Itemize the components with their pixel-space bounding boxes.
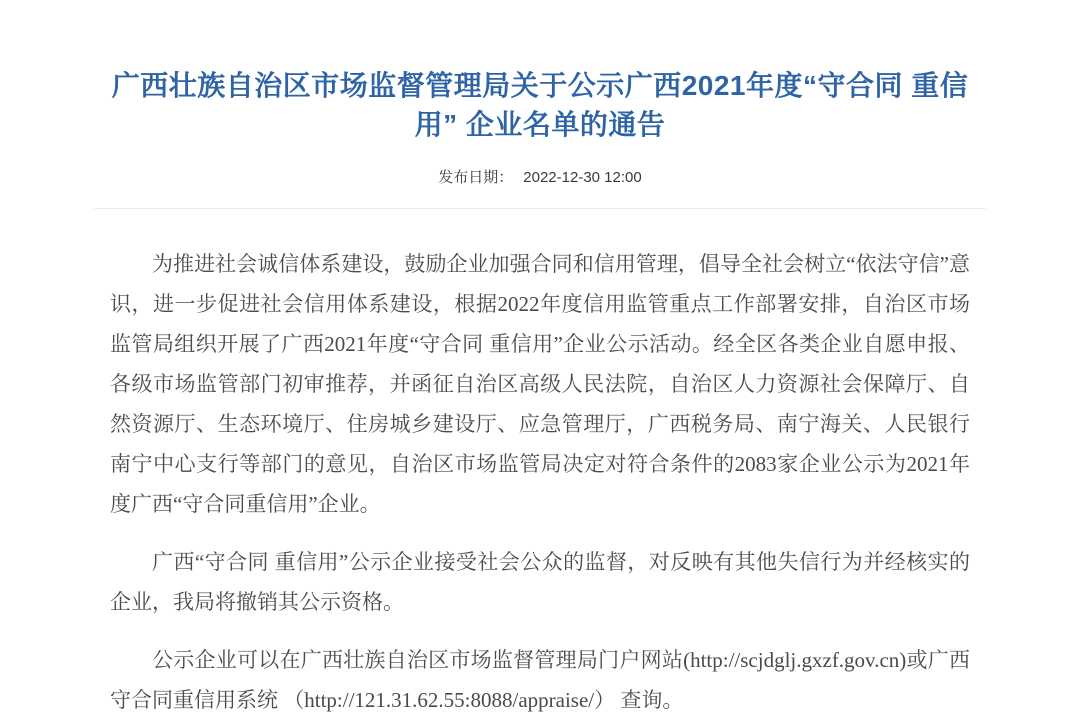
body-paragraph: 公示企业可以在广西壮族自治区市场监督管理局门户网站(http://scjdglj.gxzf.gov.cn)或广西守合同重信用系统 （http://121.31.62.55:8088/appraise/） 查询。 bbox=[110, 648, 970, 712]
header-divider bbox=[94, 208, 986, 209]
body-paragraph: 广西“守合同 重信用”公示企业接受社会公众的监督，对反映有其他失信行为并经核实的企业，我局将撤销其公示资格。 bbox=[110, 550, 970, 614]
document-container bbox=[94, 0, 986, 720]
page-title: 广西壮族自治区市场监督管理局关于公示广西2021年度“守合同 重信用” 企业名单的通告 bbox=[111, 70, 969, 140]
publish-date-label: 发布日期： bbox=[438, 169, 514, 186]
article-body bbox=[110, 244, 970, 720]
publish-date-value: 2022-12-30 12:00 bbox=[523, 169, 642, 186]
publish-date-line bbox=[94, 168, 986, 188]
body-paragraph: 为推进社会诚信体系建设，鼓励企业加强合同和信用管理，倡导全社会树立“依法守信”意识，进一步促进社会信用体系建设，根据2022年度信用监管重点工作部署安排，自治区市场监管局组织开展了广西2021年度“守合同 重信用”企业公示活动。经全区各类企业自愿申报、各级市场监管部门初审推荐，并函征自治区高级人民法院，自治区人力资源社会保障厅、自然资源厅、生态环境厅、住房城乡建设厅、应急管理厅，广西税务局、南宁海关、人民银行南宁中心支行等部门的意见，自治区市场监管局决定对符合条件的2083家企业公示为2021年度广西“守合同重信用”企业。 bbox=[110, 252, 970, 516]
